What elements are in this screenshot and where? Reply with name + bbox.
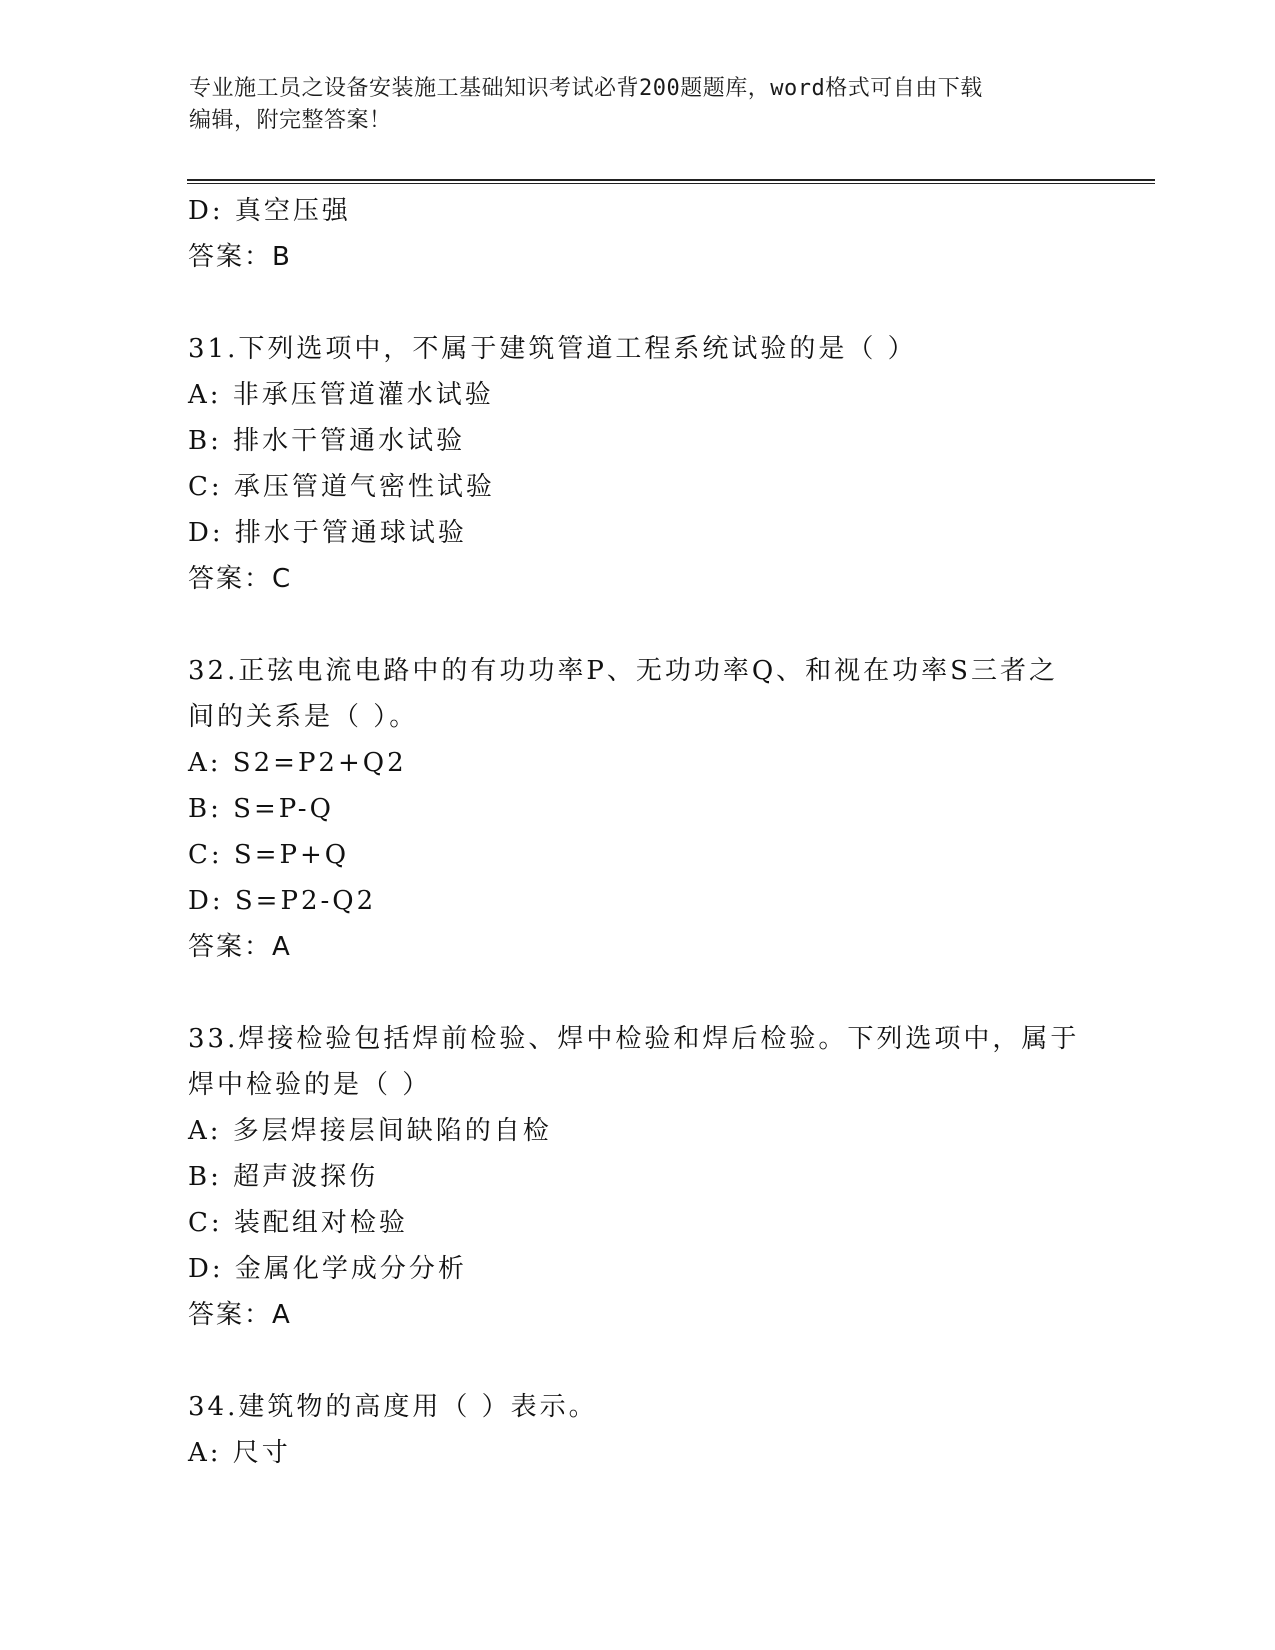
question-text: 34.建筑物的高度用（ ）表示。 bbox=[188, 1392, 598, 1422]
answer-line: 答案：A bbox=[188, 1300, 292, 1330]
option-d: D: 排水于管通球试验 bbox=[188, 518, 467, 548]
option-b: B: S=P-Q bbox=[188, 794, 334, 824]
spacer bbox=[188, 602, 1088, 648]
option-c: C: 装配组对检验 bbox=[188, 1208, 408, 1238]
spacer bbox=[188, 970, 1088, 1016]
option-b: B: 超声波探伤 bbox=[188, 1162, 379, 1192]
question-32 bbox=[188, 648, 1088, 970]
option-a: A: 非承压管道灌水试验 bbox=[188, 380, 494, 410]
option-d: D: S=P2-Q2 bbox=[188, 886, 377, 916]
option-a: A: 尺寸 bbox=[188, 1438, 291, 1468]
question-text: 33.焊接检验包括焊前检验、焊中检验和焊后检验。下列选项中，属于 bbox=[188, 1024, 1080, 1054]
option-c: C: S=P+Q bbox=[188, 840, 350, 870]
header-divider bbox=[187, 179, 1155, 184]
option-a: A: 多层焊接层间缺陷的自检 bbox=[188, 1116, 552, 1146]
answer-line: 答案：C bbox=[188, 564, 293, 594]
header-line-2: 编辑，附完整答案！ bbox=[189, 108, 392, 133]
option-c: C: 承压管道气密性试验 bbox=[188, 472, 495, 502]
question-text: 31.下列选项中，不属于建筑管道工程系统试验的是（ ） bbox=[188, 334, 917, 364]
question-content bbox=[188, 188, 1088, 1476]
answer-line: 答案：B bbox=[188, 242, 292, 272]
option-b: B: 排水干管通水试验 bbox=[188, 426, 466, 456]
page-header bbox=[189, 73, 1089, 137]
question-text: 32.正弦电流电路中的有功功率P、无功功率Q、和视在功率S三者之 bbox=[188, 656, 1058, 686]
question-text-continued: 间的关系是（ ）。 bbox=[188, 702, 419, 732]
question-33 bbox=[188, 1016, 1088, 1338]
spacer bbox=[188, 280, 1088, 326]
option-d: D: 真空压强 bbox=[188, 196, 351, 226]
question-text-continued: 焊中检验的是（ ） bbox=[188, 1070, 432, 1100]
answer-line: 答案：A bbox=[188, 932, 292, 962]
header-line-1: 专业施工员之设备安装施工基础知识考试必背200题题库，word格式可自由下载 bbox=[189, 76, 983, 101]
spacer bbox=[188, 1338, 1088, 1384]
question-31 bbox=[188, 326, 1088, 602]
option-d: D: 金属化学成分分析 bbox=[188, 1254, 467, 1284]
question-34 bbox=[188, 1384, 1088, 1476]
option-a: A: S2=P2+Q2 bbox=[188, 748, 407, 778]
